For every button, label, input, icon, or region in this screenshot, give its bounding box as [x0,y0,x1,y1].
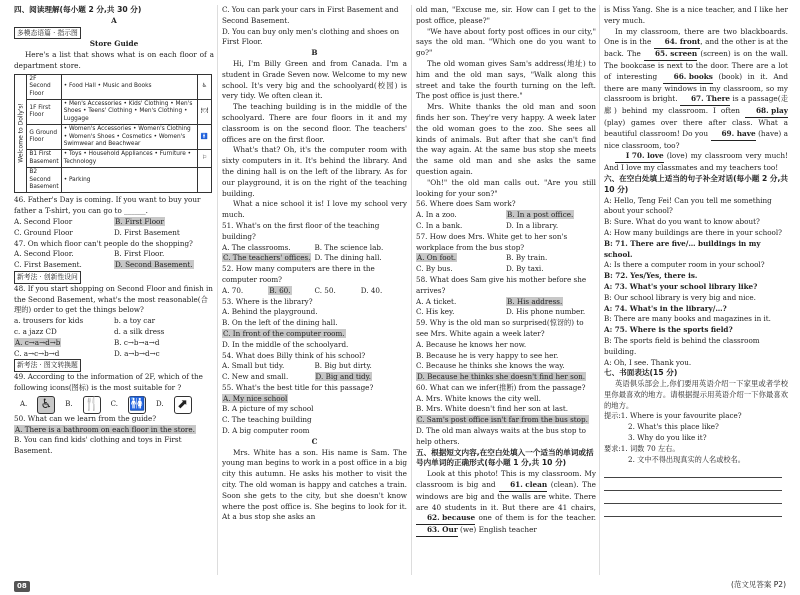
answer-61: 61. clean [499,480,547,492]
dialogue-answer: B: 72. Yes/Yes, there is. [604,271,698,281]
writing-prompt: 英语俱乐部会上,你们要用英语介绍一下家里或者学校里你最喜欢的地方。请根据提示用英语介绍一下你最喜欢的地方。 [604,379,788,410]
dialogue-line: A: Hello, Teng Fei! Can you tell me something about your school? [604,195,772,216]
floor-name: B1 First Basement [27,150,61,168]
question-48: 48. If you start shopping on Second Floor and finish in the Second Basement, what's the most reasonable(合理的) order to get the things below? [14,283,213,315]
question-49: 49. According to the information of 2F, which of the following icons(图标) is the most suitable for ? [14,372,203,393]
text: (play) games over there after class. What a beautiful classroom! Do you [604,117,788,138]
option: C. Because he thinks she knows the way. [416,361,565,371]
option: C. Ground Floor [14,227,73,237]
text: (clean). The windows are big and the walls are white. There are 40 students in it. But there are 41 chairs, [416,480,596,512]
paragraph: The old woman gives Sam's address(地址) to him and the old man says, "Walk along this street and take the fourth turning on the left. The post office is just there." [416,58,596,101]
list-item: a. trousers for kids [14,316,84,326]
floor-name: B2 Second Basement [27,168,61,193]
list-item: b. a toy car [114,316,156,326]
blank-cell [198,168,212,193]
paragraph: Hi, I'm Billy Green and from Canada. I'm a student in Grade Seven now. Welcome to my new school. It's very big and the schoolyard(校园) is very tidy. We often clean it. [222,58,407,101]
option: C. 50. [314,285,336,295]
option-answer: A. My nice school [223,393,288,403]
option: D. First Basement [114,227,180,237]
option-answer: B. His address. [507,296,563,306]
option: D. 40. [360,285,383,295]
answer-66: 66. books [663,72,713,84]
option-answer: D. Second Basement. [115,260,193,270]
option-answer: B. First Floor [115,217,164,227]
option: C. First Basement. [14,260,82,270]
dialogue-line: B: The sports field is behind the classroom building. [604,335,760,356]
column-3 [416,5,596,537]
escalator-icon: ⬈ [174,396,192,414]
option: C. By bus. [416,264,453,274]
option: A. Second Floor [14,217,73,227]
section-heading-6: 六、在空白处填上适当的句子补全对话(每小题 2 分,共 10 分) [604,173,788,194]
cloze-paragraph [604,151,788,174]
icon-options [20,396,214,414]
option-label: D. [156,400,164,409]
option: A. Because he knows her now. [416,339,527,349]
option: A. Mrs. White knows the city well. [416,393,541,403]
writing-hint: 2. What's this place like? [628,422,719,432]
paragraph: Mrs. White thanks the old man and soon finds her son. They're very happy. A week later the old woman goes to the zoo. She sees all kinds of animals. But after that she can't find the way again. At the same bus stop she meets the same old man and she asks the same question again. [416,102,596,176]
floor-items: • Men's Accessories • Kids' Clothing • Men's Shoes • Teens' Clothing • Men's Clothing • Luggage [61,100,197,125]
question-47: 47. On which floor can't people do the shopping? [14,238,193,248]
answer-67: 67. There [680,94,730,106]
answer-65: 65. screen [644,49,697,61]
answer-reference: (范文见答案 P2) [730,580,786,590]
wheelchair-icon: ♿ [198,74,212,99]
text: (book) in it. And there are many windows in my classroom, so my classroom is bright. [604,71,788,104]
text: Look at this photo! This is my classroom. My classroom is big and [416,469,596,490]
answer-69: 69. have [711,129,756,141]
answer-70: I 70. love [615,151,664,163]
option: A. Small but tidy. [222,361,285,371]
store-welcome-side: Welcome to Dolly's! [15,74,27,193]
option: D. By taxi. [506,264,544,274]
option-answer: C. In front of the computer room. [223,328,345,338]
answer-64: 64. front [654,37,701,49]
paragraph: "Oh!" the old man calls out. "Are you still looking for your son?" [416,177,596,198]
text: is a passage(走廊) behind my classroom. I often [604,94,788,116]
option: C. The teaching building [222,415,312,425]
text: (have) a nice classroom, too? [604,128,788,150]
option: A. The classrooms. [222,242,291,252]
floor-items: • Women's Accessories • Women's Clothing • Women's Shoes • Cosmetics • Women's Swimwear and Beachwear [61,125,197,150]
dialogue-line: B: There are many books and magazines in it. [604,314,771,324]
paragraph: The teaching building is in the middle of the schoolyard. There are four floors in it and my classroom is on the second floor. The teachers' offices are on the first floor. [222,102,407,144]
store-guide-table [14,74,212,194]
writing-line[interactable] [604,480,782,491]
floor-items: • Food Hall • Music and Books [61,74,197,99]
passage-label-c: C [311,436,318,446]
writing-line[interactable] [604,467,782,478]
option: C. a→c→b→d [14,348,60,358]
writing-requirement: 2. 文中不得出现真实的人名或校名。 [628,454,745,464]
column-1 [14,5,214,457]
question-55: 55. What's the best title for this passage? [222,382,374,392]
option: C. His key. [416,307,455,317]
restroom-icon: 🚹 [198,125,212,150]
cloze-paragraph [604,27,788,152]
option: D. A big computer room [222,426,310,436]
floor-name: 1F First Floor [27,100,61,125]
answer-68: 68. play [745,106,788,118]
list-item: d. a silk dress [114,327,165,337]
option-label: A. [20,400,28,409]
page-footer [14,581,30,592]
writing-line[interactable] [604,506,782,517]
option: B. Because he is very happy to see her. [416,350,559,360]
option-answer: C. The teachers' offices. [223,253,311,263]
option: B. c→b→a→d [114,337,160,347]
escalator-icon: ⚐ [198,150,212,168]
dialogue-answer: A: 73. What's your school library like? [604,281,758,291]
option: D. His phone number. [506,307,586,317]
question-57: 57. How does Mrs. White get to her son's workplace from the bus stop? [416,231,568,252]
store-guide-title: Store Guide [89,39,139,49]
question-50: 50. What can we learn from the guide? [14,413,157,423]
option: B. By train. [506,253,548,263]
paragraph: old man, "Excuse me, sir. How can I get to the post office, please?" [416,5,596,25]
list-item: c. a jazz CD [14,327,57,337]
option-answer: D. Big and tidy. [315,372,372,382]
option-answer: A. On foot. [417,253,457,263]
option: D. You can buy only men's clothing and shoes on First Floor. [222,26,400,47]
question-59: 59. Why is the old man so surprised(惊讶的) to see Mrs. White again a week later? [416,318,584,338]
writing-line[interactable] [604,493,782,504]
new-method-tag-49: 新考法 · 图文转换题 [14,359,81,372]
option: A. Second Floor. [14,249,74,259]
multimodal-tag: 多模态语篇 · 指示图 [14,27,81,40]
question-60: 60. What can we infer(推断) from the passage? [416,382,586,392]
question-46: 46. Father's Day is coming. If you want to buy your father a T-shirt, you can go to ______. [14,195,201,216]
text: one of them is for the teacher. [478,513,596,523]
option: C. New and small. [222,372,289,382]
passage-label-b: B [311,48,318,58]
dialogue-line: B: Our school library is very big and nice. [604,292,756,302]
restaurant-icon: 🍽 [198,100,212,125]
text: In my classroom, there are two blackboards. One is in the [604,26,788,47]
option: D. The old man always waits at the bus stop to help others. [416,426,586,446]
floor-name: 2F Second Floor [27,74,61,99]
option: C. You can park your cars in First Basement and Second Basement. [222,5,399,25]
option: B. First Floor. [114,249,165,259]
option: C. In a bank. [416,220,463,230]
paragraph: What's that? Oh, it's the computer room with sixty computers in it. It's behind the library. And the dining hall is on the left of the library. As for our playground, it is on the right of the teaching building. [222,145,407,198]
writing-requirement: 要求:1. 词数 70 左右。 [604,443,680,453]
writing-hint: 提示:1. Where is your favourite place? [604,411,742,421]
restaurant-icon: 🍴 [83,396,100,412]
option-label: B. [65,400,73,409]
section-heading-5: 五、根据短文内容,在空白处填入一个适当的单词或括号内单词的正确形式(每小题 1 分,共 10 分) [416,447,594,468]
question-53: 53. Where is the library? [222,296,313,306]
option: A. Behind the playground. [222,307,318,317]
text: (love) my classroom very much! And I love my classmates and my teachers too! [604,151,788,173]
answer-62: 62. because [416,513,475,525]
dialogue-answer: A: 74. What's in the library/…? [604,303,727,313]
answer-63: 63. Our [416,525,458,537]
paragraph: "We have about forty post offices in our city," says the old man. "Which one do you want to go?" [416,26,596,58]
dialogue-answer: A: 75. Where is the sports field? [604,325,733,335]
floor-name: G Ground Floor [27,125,61,150]
question-58: 58. What does Sam give his mother before she arrives? [416,274,587,295]
question-52: 52. How many computers are there in the computer room? [222,264,375,284]
page-number: 08 [14,581,30,592]
option: A. In a zoo. [416,210,457,220]
text: (screen) is on the wall. The bookcase is next to the door. There are a lot of interesting [604,49,788,81]
option-answer: A. There is a bathroom on each floor in the store. [15,424,195,434]
option-answer: B. 60. [269,285,291,295]
option: D. In a library. [506,220,559,230]
option-answer: D. Because he thinks she doesn't find her son. [417,372,586,382]
restroom-icon: 🚻 [129,396,146,412]
floor-items: • Parking [61,168,197,193]
option-answer: B. In a post office. [507,210,574,220]
option: D. In the middle of the schoolyard. [222,339,349,349]
paragraph: is Miss Yang. She is a nice teacher, and I like her very much. [604,5,788,25]
option: B. Big but dirty. [314,361,372,371]
section-heading-4: 四、阅读理解(每小题 2 分,共 30 分) [14,5,142,14]
passage-label-a: A [111,15,117,25]
floor-items: • Toys • Household Appliances • Furniture • Technology [61,150,197,168]
text: , and the other is at the back. The [604,37,788,59]
question-56: 56. Where does Sam work? [416,199,516,209]
option-answer: C. Sam's post office isn't far from the bus stop. [417,415,588,425]
option-answer: A. c→a→d→b [15,337,61,347]
question-51: 51. What's on the first floor of the teaching building? [222,220,380,241]
paragraph: Mrs. White has a son. His name is Sam. The young man begins to work in a post office in a big city this autumn. He asks his mother to visit the city. The old woman is happy and catches a train. Soon she gets to the city, but she doesn't know where the post office is. She begins to look for it. At a bus stop she asks an [222,447,407,522]
dialogue-line: B: Sure. What do you want to know about? [604,217,760,227]
option: B. You can find kids' clothing and toys in First Basement. [14,435,182,456]
option: B. On the left of the dining hall. [222,318,338,328]
cloze-paragraph [416,469,596,537]
dialogue-line: A: Oh, I see. Thank you. [604,357,692,367]
dialogue-line: A: Is there a computer room in your school? [604,260,765,270]
paragraph: What a nice school it is! I love my school very much. [222,199,407,220]
option: B. A picture of my school [222,404,314,414]
wheelchair-icon: ♿ [37,396,55,414]
option: D. The dining hall. [314,253,382,263]
writing-hint: 3. Why do you like it? [628,433,707,443]
option: A. 70. [222,285,244,295]
option: D. a→b→d→c [114,348,160,358]
question-54: 54. What does Billy think of his school? [222,350,366,360]
option: B. Mrs. White doesn't find her son at last. [416,404,569,414]
dialogue-answer: B: 71. There are five/… buildings in my school. [604,238,761,259]
column-4 [604,5,788,517]
section-heading-7: 七、书面表达(15 分) [604,368,678,378]
option-label: C. [110,400,118,409]
option: B. The science lab. [314,242,384,252]
new-method-tag: 新考法 · 创新性设问 [14,271,81,284]
store-intro: Here's a list that shows what is on each floor of a department store. [14,50,214,70]
column-2 [222,5,407,523]
option: A. A ticket. [416,296,457,306]
text: (we) English teacher [460,525,537,535]
dialogue-line: A: How many buildings are there in your school? [604,227,783,237]
